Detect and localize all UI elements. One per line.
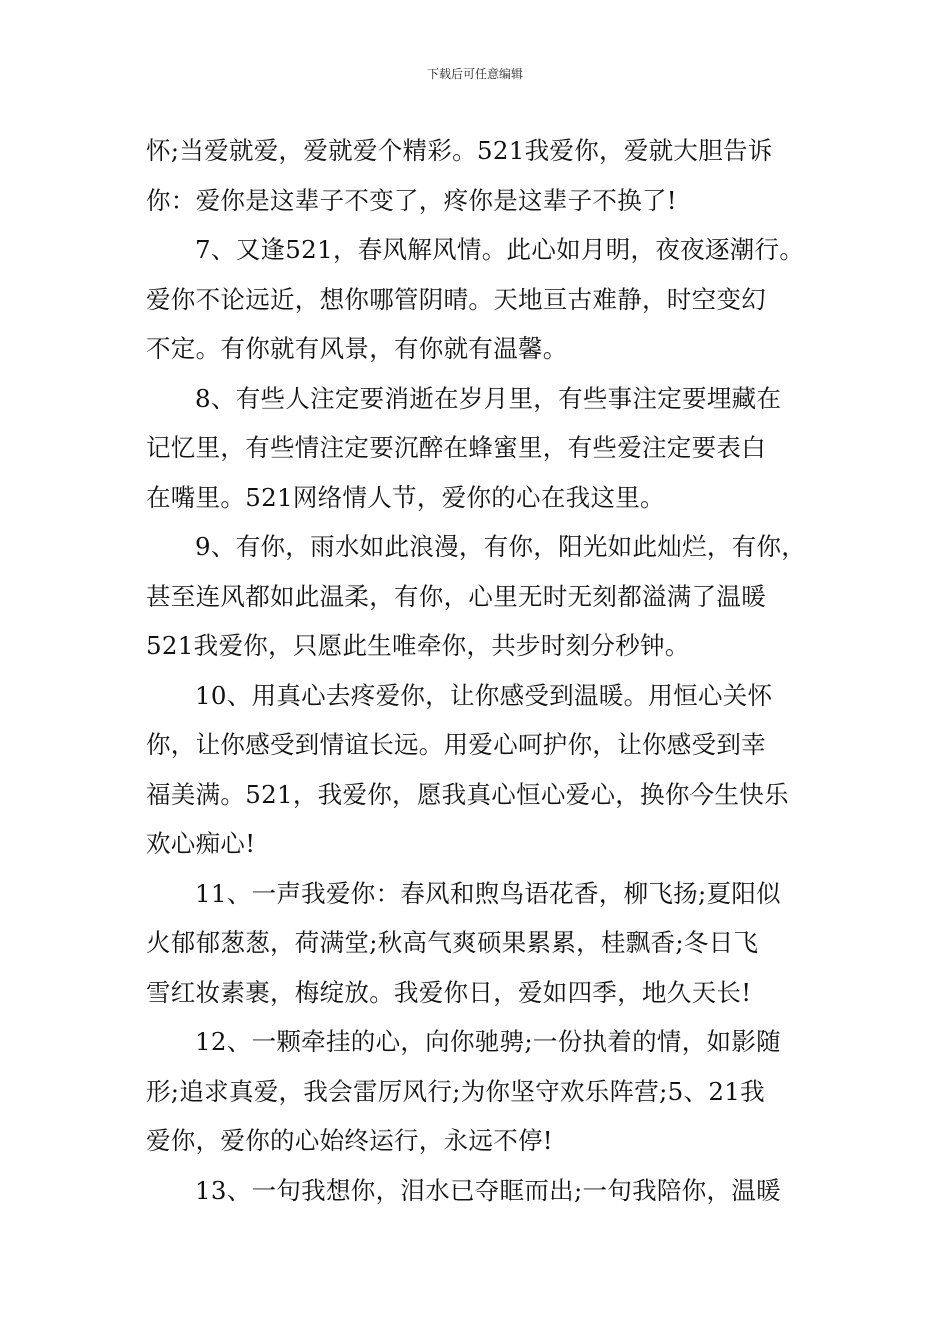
text-line: 怀;当爱就爱，爱就爱个精彩。521我爱你，爱就大胆告诉: [146, 136, 773, 165]
paragraph-start-line: 9、有你，雨水如此浪漫，有你，阳光如此灿烂，有你，: [195, 532, 807, 561]
page-header-note: 下载后可任意编辑: [426, 67, 523, 81]
text-line: 爱你不论远近，想你哪管阴晴。天地亘古难静，时空变幻: [146, 284, 766, 314]
text-line: 甚至连风都如此温柔，有你，心里无时无刻都溢满了温暖: [146, 581, 766, 611]
paragraph-start-line: 11、一声我爱你：春风和煦鸟语花香，柳飞扬;夏阳似: [195, 878, 781, 908]
text-line: 火郁郁葱葱，荷满堂;秋高气爽硕果累累，桂飘香;冬日飞: [146, 928, 759, 957]
text-line: 福美满。521，我爱你，愿我真心恒心爱心，换你今生快乐: [146, 779, 789, 809]
text-line: 521我爱你，只愿此生唯牵你，共步时刻分秒钟。: [146, 631, 690, 660]
text-line: 你，让你感受到情谊长远。用爱心呵护你，让你感受到幸: [146, 730, 766, 759]
text-line: 你：爱你是这辈子不变了，疼你是这辈子不换了!: [146, 185, 677, 215]
text-line: 不定。有你就有风景，有你就有温馨。: [146, 334, 568, 363]
document-body: [146, 126, 836, 1215]
text-line: 欢心痴心!: [146, 829, 256, 858]
paragraph-start-line: 10、用真心去疼爱你，让你感受到温暖。用恒心关怀: [195, 680, 773, 710]
text-line: 雪红妆素裹，梅绽放。我爱你日，爱如四季，地久天长!: [146, 977, 752, 1007]
text-line: 在嘴里。521网络情人节，爱你的心在我这里。: [146, 482, 665, 512]
paragraph-start-line: 12、一颗牵挂的心，向你驰骋;一份执着的情，如影随: [195, 1027, 781, 1056]
text-line: 记忆里，有些情注定要沉醉在蜂蜜里，有些爱注定要表白: [146, 433, 766, 462]
text-line: 形;追求真爱，我会雷厉风行;为你坚守欢乐阵营;5、21我: [146, 1076, 765, 1106]
paragraph-start-line: 13、一句我想你，泪水已夺眶而出;一句我陪你，温暖: [195, 1175, 781, 1205]
text-line: 爱你，爱你的心始终运行，永远不停!: [146, 1126, 553, 1155]
paragraph-start-line: 7、又逢521，春风解风情。此心如月明，夜夜逐潮行。: [195, 235, 805, 264]
paragraph-start-line: 8、有些人注定要消逝在岁月里，有些事注定要埋藏在: [195, 383, 782, 413]
